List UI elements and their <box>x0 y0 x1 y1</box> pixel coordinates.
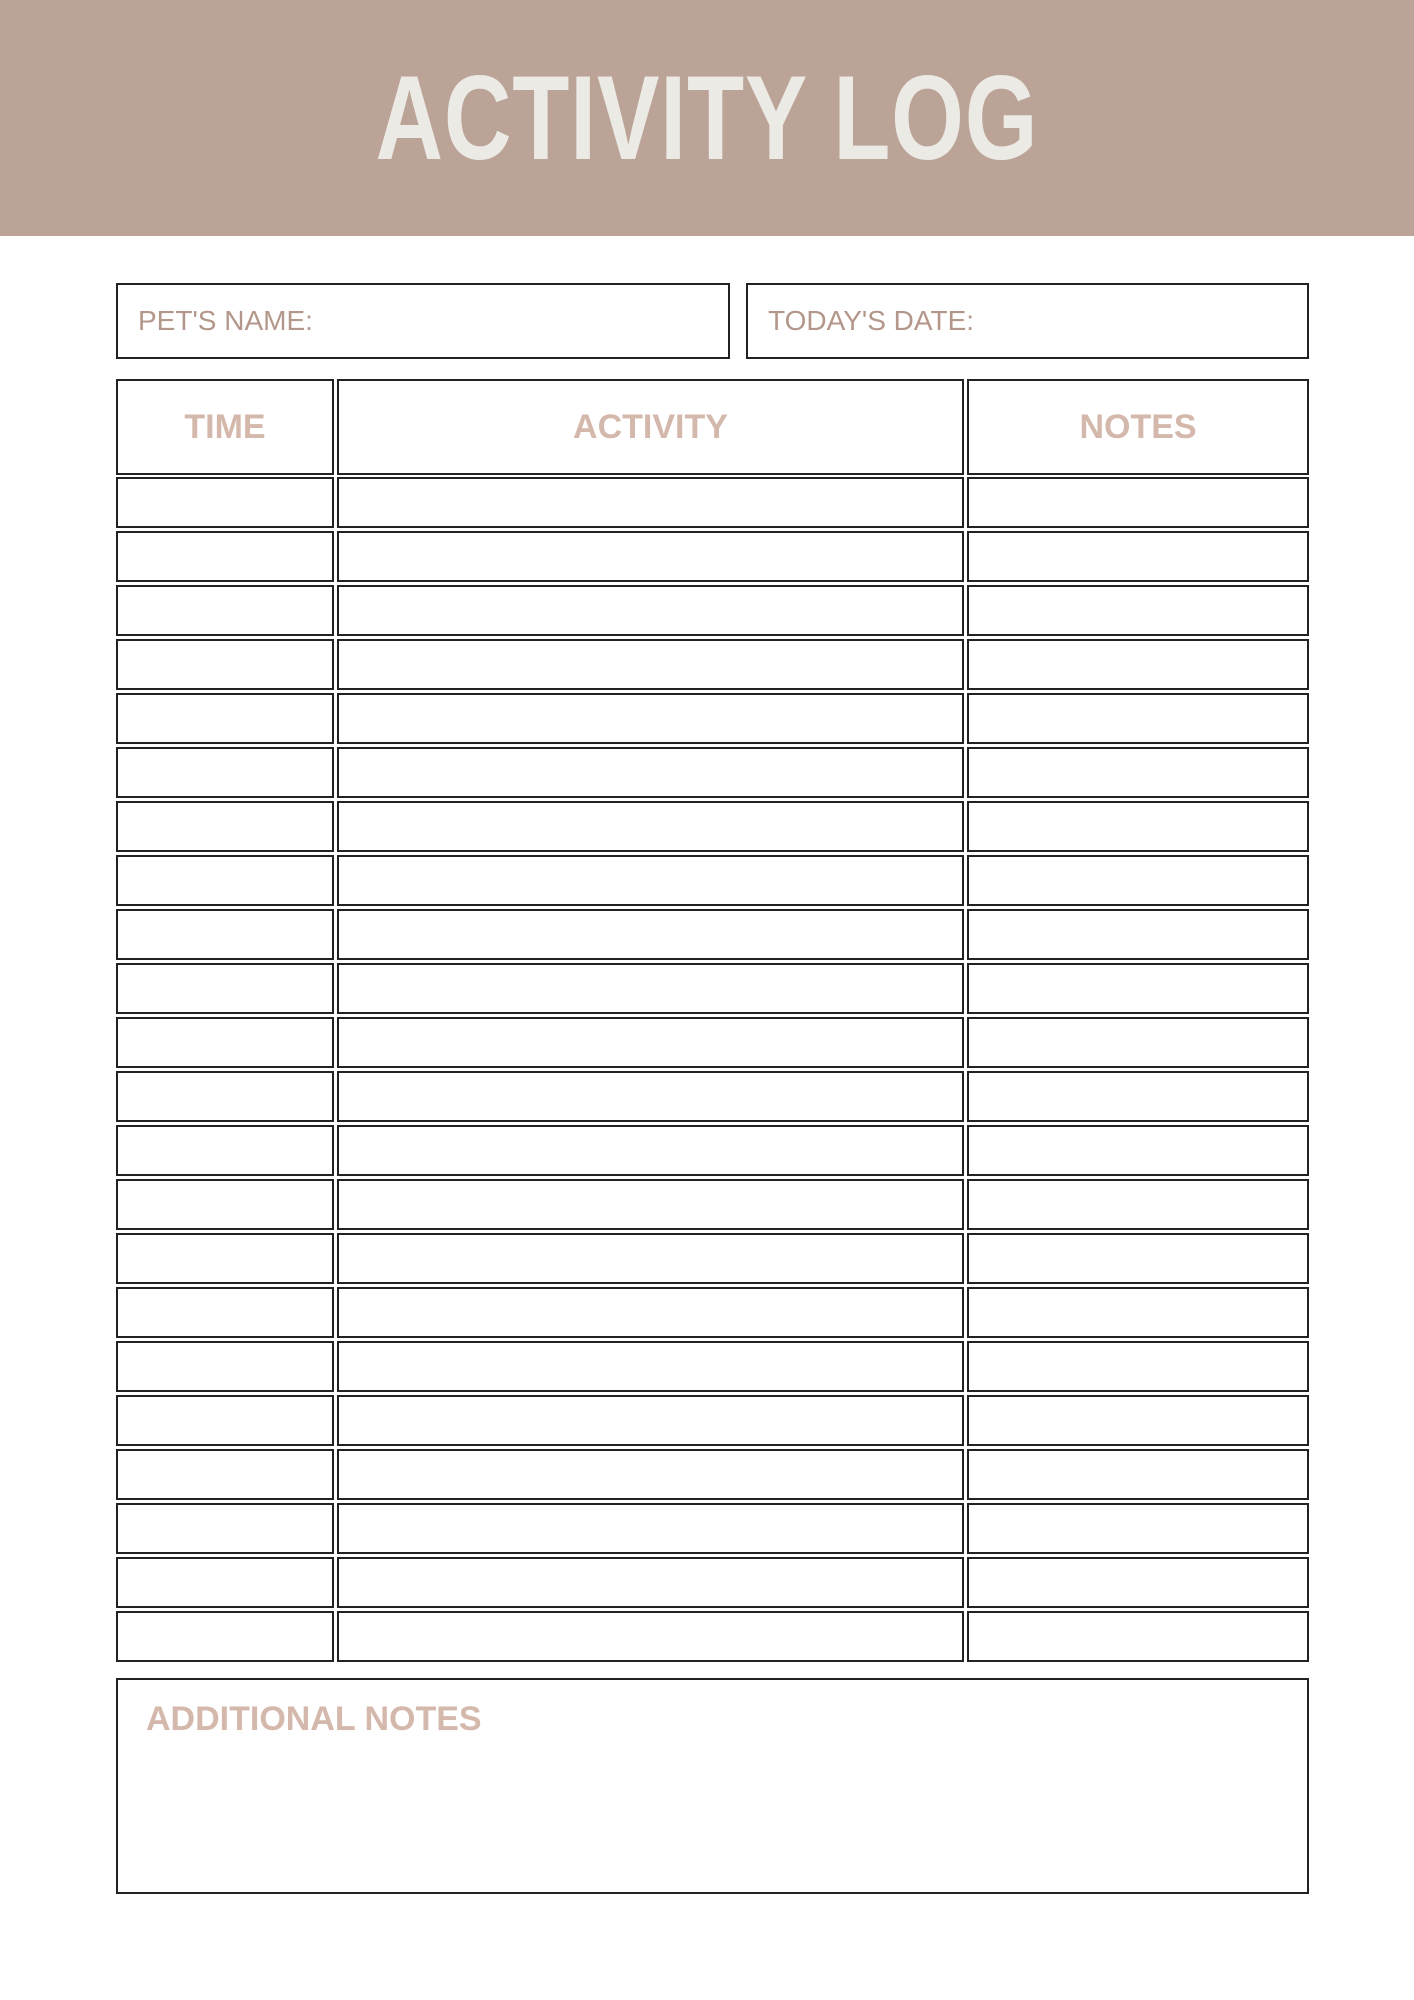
notes-cell[interactable] <box>967 855 1309 906</box>
activity-cell[interactable] <box>337 693 964 744</box>
time-cell[interactable] <box>116 1341 334 1392</box>
time-cell[interactable] <box>116 585 334 636</box>
notes-cell[interactable] <box>967 1125 1309 1176</box>
notes-cell[interactable] <box>967 1557 1309 1608</box>
activity-cell[interactable] <box>337 1071 964 1122</box>
time-cell[interactable] <box>116 1287 334 1338</box>
time-cell[interactable] <box>116 1503 334 1554</box>
notes-cell[interactable] <box>967 1071 1309 1122</box>
activity-cell[interactable] <box>337 747 964 798</box>
notes-cell[interactable] <box>967 1233 1309 1284</box>
activity-cell[interactable] <box>337 585 964 636</box>
notes-cell[interactable] <box>967 693 1309 744</box>
activity-cell[interactable] <box>337 1395 964 1446</box>
column-header-activity <box>337 379 964 475</box>
pet-name-field[interactable] <box>116 283 730 359</box>
activity-cell[interactable] <box>337 1179 964 1230</box>
activity-cell[interactable] <box>337 1017 964 1068</box>
activity-cell[interactable] <box>337 1449 964 1500</box>
time-cell[interactable] <box>116 855 334 906</box>
time-cell[interactable] <box>116 1125 334 1176</box>
time-cell[interactable] <box>116 1017 334 1068</box>
notes-cell[interactable] <box>967 1395 1309 1446</box>
activity-cell[interactable] <box>337 639 964 690</box>
activity-cell[interactable] <box>337 1287 964 1338</box>
activity-cell[interactable] <box>337 1341 964 1392</box>
time-cell[interactable] <box>116 963 334 1014</box>
time-cell[interactable] <box>116 1179 334 1230</box>
time-cell[interactable] <box>116 909 334 960</box>
todays-date-field[interactable] <box>746 283 1309 359</box>
notes-cell[interactable] <box>967 1503 1309 1554</box>
time-cell[interactable] <box>116 1233 334 1284</box>
notes-cell[interactable] <box>967 963 1309 1014</box>
column-header-notes <box>967 379 1309 475</box>
column-header-notes-label: NOTES <box>1079 407 1197 446</box>
activity-cell[interactable] <box>337 963 964 1014</box>
additional-notes-box[interactable] <box>116 1678 1309 1894</box>
notes-cell[interactable] <box>967 585 1309 636</box>
notes-cell[interactable] <box>967 1017 1309 1068</box>
notes-cell[interactable] <box>967 639 1309 690</box>
activity-cell[interactable] <box>337 531 964 582</box>
header-banner <box>0 0 1414 236</box>
activity-cell[interactable] <box>337 1233 964 1284</box>
notes-cell[interactable] <box>967 531 1309 582</box>
time-cell[interactable] <box>116 693 334 744</box>
column-header-activity-label: ACTIVITY <box>573 407 728 446</box>
additional-notes-title: ADDITIONAL NOTES <box>146 1700 482 1738</box>
activity-cell[interactable] <box>337 1611 964 1662</box>
notes-cell[interactable] <box>967 1449 1309 1500</box>
activity-cell[interactable] <box>337 801 964 852</box>
column-header-time-label: TIME <box>184 407 266 446</box>
notes-cell[interactable] <box>967 1179 1309 1230</box>
activity-cell[interactable] <box>337 855 964 906</box>
activity-cell[interactable] <box>337 909 964 960</box>
notes-cell[interactable] <box>967 801 1309 852</box>
notes-cell[interactable] <box>967 1611 1309 1662</box>
pet-name-label: PET'S NAME: <box>138 305 313 336</box>
time-cell[interactable] <box>116 1449 334 1500</box>
activity-cell[interactable] <box>337 1557 964 1608</box>
notes-cell[interactable] <box>967 909 1309 960</box>
time-cell[interactable] <box>116 531 334 582</box>
activity-cell[interactable] <box>337 477 964 528</box>
activity-cell[interactable] <box>337 1125 964 1176</box>
time-cell[interactable] <box>116 1395 334 1446</box>
time-cell[interactable] <box>116 477 334 528</box>
notes-cell[interactable] <box>967 477 1309 528</box>
time-cell[interactable] <box>116 747 334 798</box>
column-header-time <box>116 379 334 475</box>
todays-date-label: TODAY'S DATE: <box>768 305 975 336</box>
time-cell[interactable] <box>116 639 334 690</box>
notes-cell[interactable] <box>967 1287 1309 1338</box>
time-cell[interactable] <box>116 801 334 852</box>
notes-cell[interactable] <box>967 747 1309 798</box>
time-cell[interactable] <box>116 1557 334 1608</box>
time-cell[interactable] <box>116 1071 334 1122</box>
time-cell[interactable] <box>116 1611 334 1662</box>
page-title: ACTIVITY LOG <box>375 51 1039 185</box>
activity-cell[interactable] <box>337 1503 964 1554</box>
notes-cell[interactable] <box>967 1341 1309 1392</box>
